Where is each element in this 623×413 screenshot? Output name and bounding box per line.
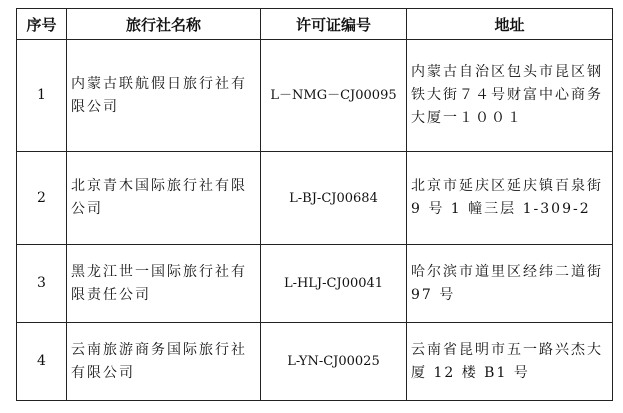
row-index: 4 bbox=[17, 323, 67, 401]
agency-name: 内蒙古联航假日旅行社有限公司 bbox=[67, 40, 261, 152]
license-number: L-HLJ-CJ00041 bbox=[261, 245, 407, 323]
header-index: 序号 bbox=[17, 9, 67, 40]
agency-address: 内蒙古自治区包头市昆区钢铁大街７４号财富中心商务大厦一１００１ bbox=[407, 40, 613, 152]
agency-address: 北京市延庆区延庆镇百泉街 9 号 1 幢三层 1-309-2 bbox=[407, 152, 613, 245]
header-address: 地址 bbox=[407, 9, 613, 40]
agency-name: 黑龙江世一国际旅行社有限责任公司 bbox=[67, 245, 261, 323]
header-name: 旅行社名称 bbox=[67, 9, 261, 40]
row-index: 3 bbox=[17, 245, 67, 323]
table-header-row bbox=[17, 9, 613, 40]
agency-name: 云南旅游商务国际旅行社有限公司 bbox=[67, 323, 261, 401]
table-row bbox=[17, 40, 613, 152]
table-row bbox=[17, 323, 613, 401]
row-index: 1 bbox=[17, 40, 67, 152]
agency-address: 哈尔滨市道里区经纬二道街 97 号 bbox=[407, 245, 613, 323]
header-license: 许可证编号 bbox=[261, 9, 407, 40]
travel-agency-table bbox=[16, 8, 613, 401]
table-row bbox=[17, 245, 613, 323]
license-number: L-BJ-CJ00684 bbox=[261, 152, 407, 245]
row-index: 2 bbox=[17, 152, 67, 245]
agency-name: 北京青木国际旅行社有限公司 bbox=[67, 152, 261, 245]
table-row bbox=[17, 152, 613, 245]
license-number: L-YN-CJ00025 bbox=[261, 323, 407, 401]
agency-address: 云南省昆明市五一路兴杰大厦 12 楼 B1 号 bbox=[407, 323, 613, 401]
license-number: L－NMG－CJ00095 bbox=[261, 40, 407, 152]
